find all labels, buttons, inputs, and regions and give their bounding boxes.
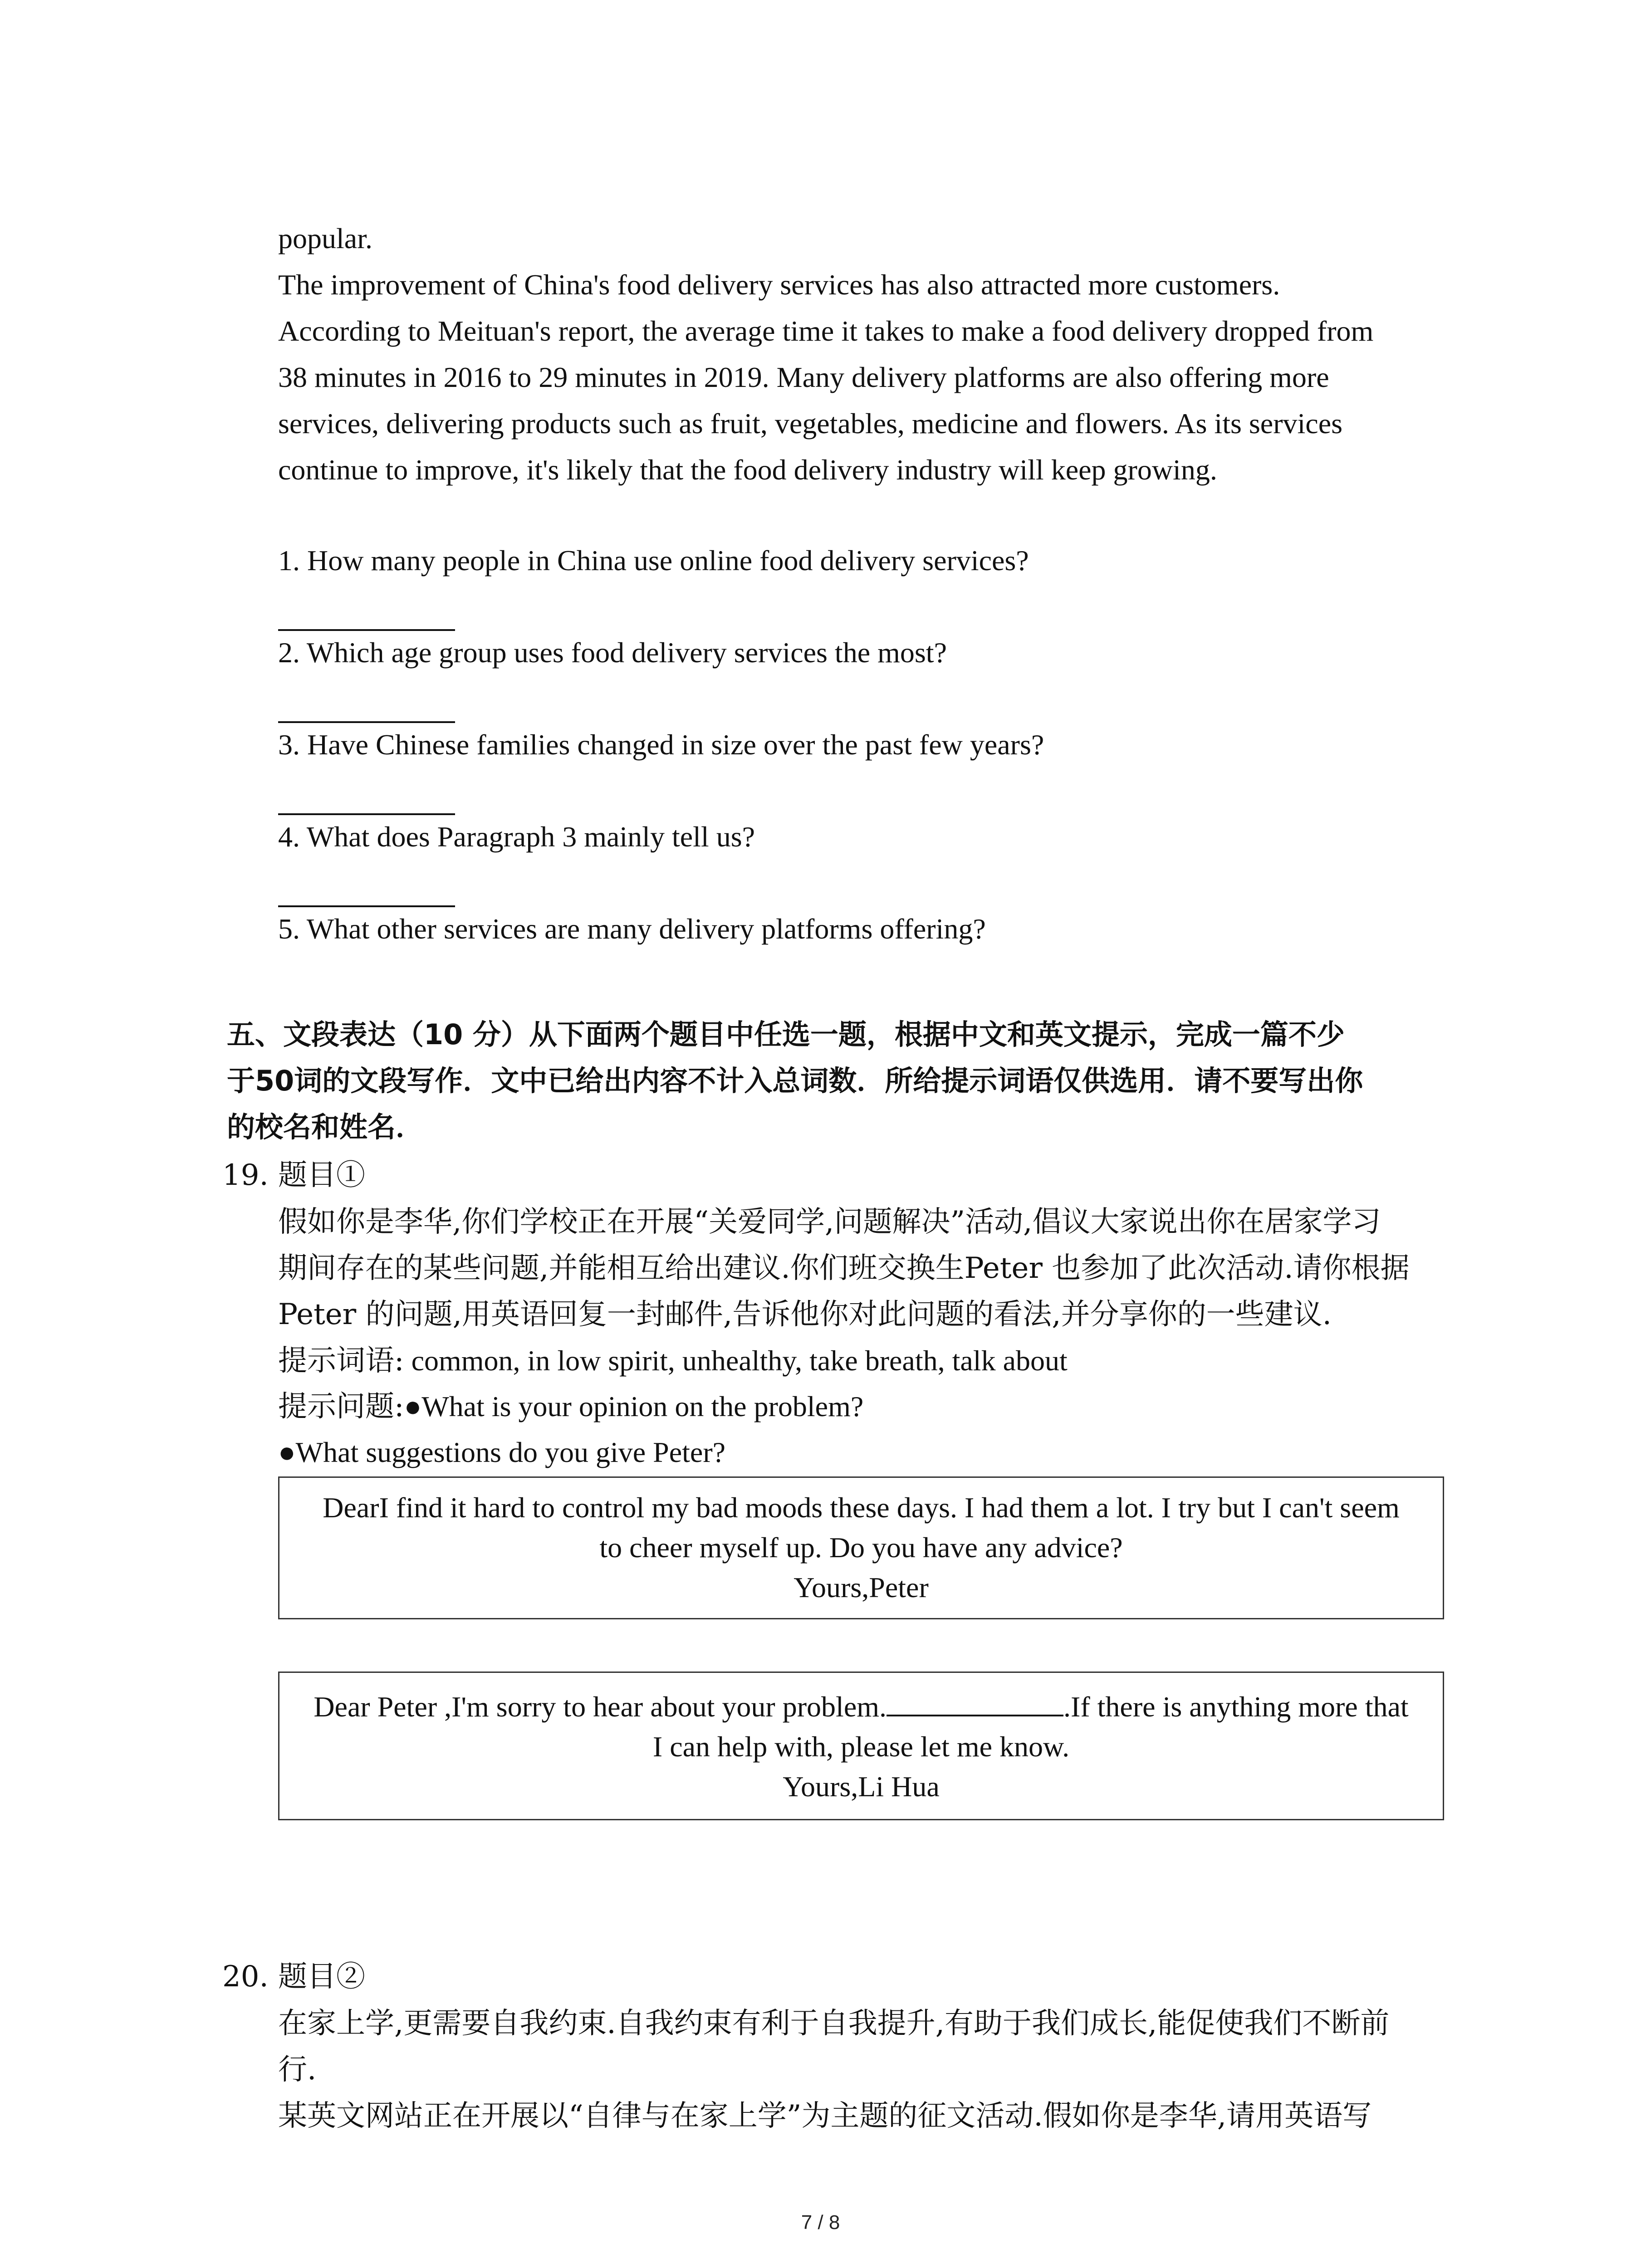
section-heading-line: 的校名和姓名． — [227, 1110, 424, 1144]
letter-signature: Yours,Peter — [794, 1571, 929, 1603]
hint-question-1: ●What is your opinion on the problem? — [404, 1390, 864, 1422]
prompt-line: 行. — [278, 2053, 317, 2087]
section-heading-line: 于50词的文段写作．文中已给出内容不计入总词数．所给提示词语仅供选用．请不要写出你 — [227, 1064, 1363, 1097]
question-1: 1. How many people in China use online food delivery services? — [278, 544, 1029, 577]
page-number: 7 / 8 — [801, 2211, 840, 2234]
passage-line: The improvement of China's food delivery services has also attracted more customers. — [278, 269, 1280, 301]
reply-line: I can help with, please let me know. — [652, 1730, 1070, 1763]
question-19-prompt — [278, 1199, 1440, 1338]
question-20-title: 题目② — [278, 1960, 365, 1994]
reply-before-blank: Dear Peter ,I'm sorry to hear about your problem. — [314, 1691, 887, 1723]
prompt-line: 假如你是李华,你们学校正在开展“关爱同学,问题解决”活动,倡议大家说出你在居家学习 — [278, 1205, 1381, 1239]
passage-line: 38 minutes in 2016 to 29 minutes in 2019. Many delivery platforms are also offering more — [278, 361, 1329, 393]
prompt-line: 在家上学,更需要自我约束.自我约束有利于自我提升,有助于我们成长,能促使我们不断前 — [278, 2007, 1390, 2040]
question-19-number: 19. — [222, 1158, 269, 1192]
hint-words — [278, 1338, 1068, 1384]
question-2: 2. Which age group uses food delivery services the most? — [278, 636, 947, 669]
passage-line: services, delivering products such as fruit, vegetables, medicine and flowers. As its services — [278, 407, 1342, 440]
reply-signature: Yours,Li Hua — [783, 1770, 940, 1803]
passage-line: popular. — [278, 222, 372, 254]
hint-question-2: ●What suggestions do you give Peter? — [278, 1436, 726, 1468]
question-4: 4. What does Paragraph 3 mainly tell us? — [278, 821, 755, 853]
reply-letter-box — [278, 1672, 1444, 1820]
letter-line: DearI find it hard to control my bad moods these days. I had them a lot. I try but I can't seem — [323, 1491, 1400, 1524]
hint-words-value: common, in low spirit, unhealthy, take breath, talk about — [404, 1344, 1068, 1377]
prompt-line: 某英文网站正在开展以“自律与在家上学”为主题的征文活动.假如你是李华,请用英语写 — [278, 2099, 1372, 2133]
question-20-prompt — [278, 2000, 1440, 2139]
section-heading — [227, 1012, 1452, 1150]
question-3: 3. Have Chinese families changed in size over the past few years? — [278, 728, 1044, 761]
reply-line — [279, 1686, 1443, 1727]
reply-after-blank: .If there is anything more that — [1063, 1691, 1409, 1723]
hint-questions — [278, 1383, 863, 1430]
question-19-title: 题目① — [278, 1158, 365, 1192]
hint-questions-label: 提示问题: — [278, 1390, 404, 1423]
letter-line: to cheer myself up. Do you have any advice? — [599, 1531, 1123, 1564]
passage-line: continue to improve, it's likely that the food delivery industry will keep growing. — [278, 454, 1217, 486]
hint-words-label: 提示词语: — [278, 1344, 404, 1378]
section-heading-line: 五、文段表达（10 分）从下面两个题目中任选一题，根据中文和英文提示，完成一篇不少 — [227, 1018, 1345, 1051]
question-20-number: 20. — [222, 1960, 269, 1994]
prompt-line: Peter 的问题,用英语回复一封邮件,告诉他你对此问题的看法,并分享你的一些建议. — [278, 1298, 1332, 1331]
passage-line: According to Meituan's report, the average time it takes to make a food delivery dropped from — [278, 315, 1374, 347]
passage — [278, 215, 1440, 493]
peter-letter-box — [278, 1476, 1444, 1619]
prompt-line: 期间存在的某些问题,并能相互给出建议.你们班交换生Peter 也参加了此次活动.请你根据 — [278, 1251, 1410, 1285]
reply-answer-blank[interactable] — [887, 1686, 1063, 1716]
question-5: 5. What other services are many delivery platforms offering? — [278, 913, 986, 945]
